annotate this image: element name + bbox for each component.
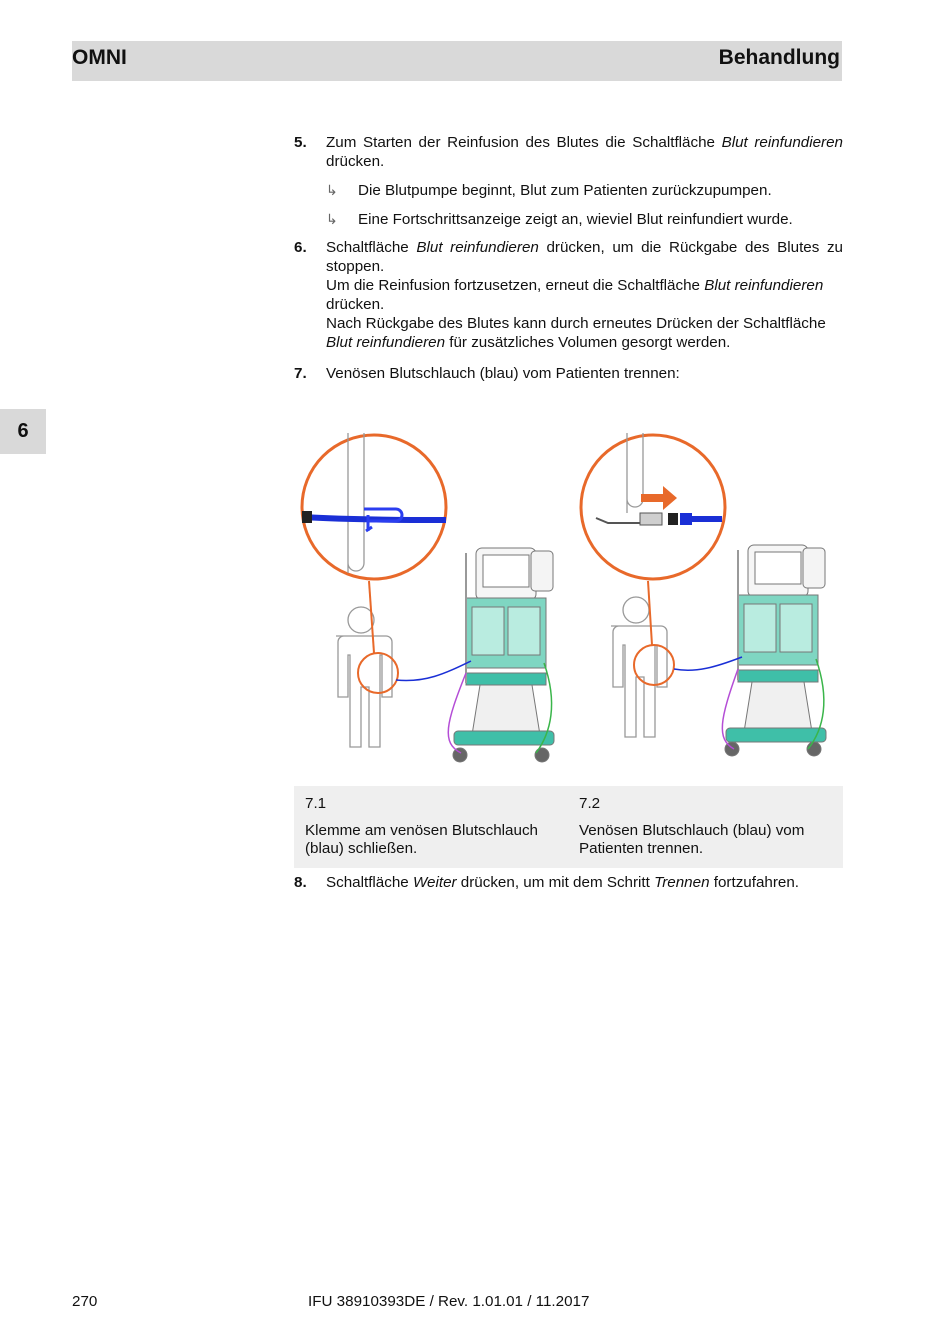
- disconnect-illustration: [296, 423, 843, 773]
- result-text: Die Blutpumpe beginnt, Blut zum Patienten zurückzupumpen.: [358, 182, 772, 199]
- button-reference: Weiter: [412, 874, 457, 891]
- document-id: IFU 38910393DE / Rev. 1.01.01 / 11.2017: [308, 1293, 590, 1310]
- step-text: Schaltfläche Blut reinfundieren drücken, um die Rückgabe des Blutes zu stoppen. Um die Reinfusion fortzusetzen, erneut die Schaltfläche Blut reinfundieren drücken. Nach Rückgabe des Blutes kann durch erneutes Drücken der Schaltfläche Blut reinfundieren für zusätzliches Volumen gesorgt werden.: [326, 239, 844, 351]
- result-arrow-icon: ↳: [326, 182, 338, 198]
- caption-number: 7.1: [305, 795, 327, 812]
- header-bar: [72, 41, 842, 81]
- step-text: Schaltfläche Weiter drücken, um mit dem Schritt Trennen fortzufahren.: [326, 874, 800, 891]
- panel-disconnect: [581, 433, 826, 756]
- step-number: 7.: [294, 365, 307, 382]
- step-5: [294, 133, 843, 173]
- caption-number: 7.2: [579, 795, 601, 812]
- chapter-tab: 6: [0, 409, 46, 454]
- patient-figure: [611, 597, 667, 737]
- step-text: Zum Starten der Reinfusion des Blutes die Schaltfläche Blut reinfundieren drücken.: [326, 134, 844, 170]
- step-8: [294, 873, 843, 893]
- patient-figure: [336, 607, 392, 747]
- caption-text: Klemme am venösen Blutschlauch (blau) schließen.: [305, 822, 538, 857]
- step-number: 5.: [294, 134, 307, 151]
- step-6: [294, 238, 843, 358]
- button-reference: Blut reinfundieren: [704, 277, 824, 294]
- page-number: 270: [72, 1293, 98, 1310]
- button-reference: Blut reinfundieren: [721, 134, 844, 151]
- result-5a: [326, 181, 843, 201]
- step-reference: Trennen: [654, 874, 710, 891]
- step-number: 8.: [294, 874, 307, 891]
- button-reference: Blut reinfundieren: [326, 334, 446, 351]
- disconnect-detail: [581, 433, 725, 579]
- section-title: Behandlung: [718, 46, 840, 69]
- result-arrow-icon: ↳: [326, 211, 338, 227]
- step-number: 6.: [294, 239, 307, 256]
- dialysis-machine: [453, 548, 554, 762]
- caption-table: [294, 786, 843, 868]
- result-text: Eine Fortschrittsanzeige zeigt an, wieviel Blut reinfundiert wurde.: [358, 211, 793, 228]
- dialysis-machine: [725, 545, 826, 756]
- panel-clamp: [302, 433, 554, 762]
- caption-text: Venösen Blutschlauch (blau) vom Patienten trennen.: [579, 822, 805, 857]
- result-5b: [326, 210, 843, 230]
- step-7: [294, 364, 843, 384]
- step-text: Venösen Blutschlauch (blau) vom Patienten trennen:: [326, 365, 680, 382]
- clamp-detail: [302, 433, 446, 579]
- product-name: OMNI: [72, 46, 127, 69]
- button-reference: Blut reinfundieren: [416, 239, 539, 256]
